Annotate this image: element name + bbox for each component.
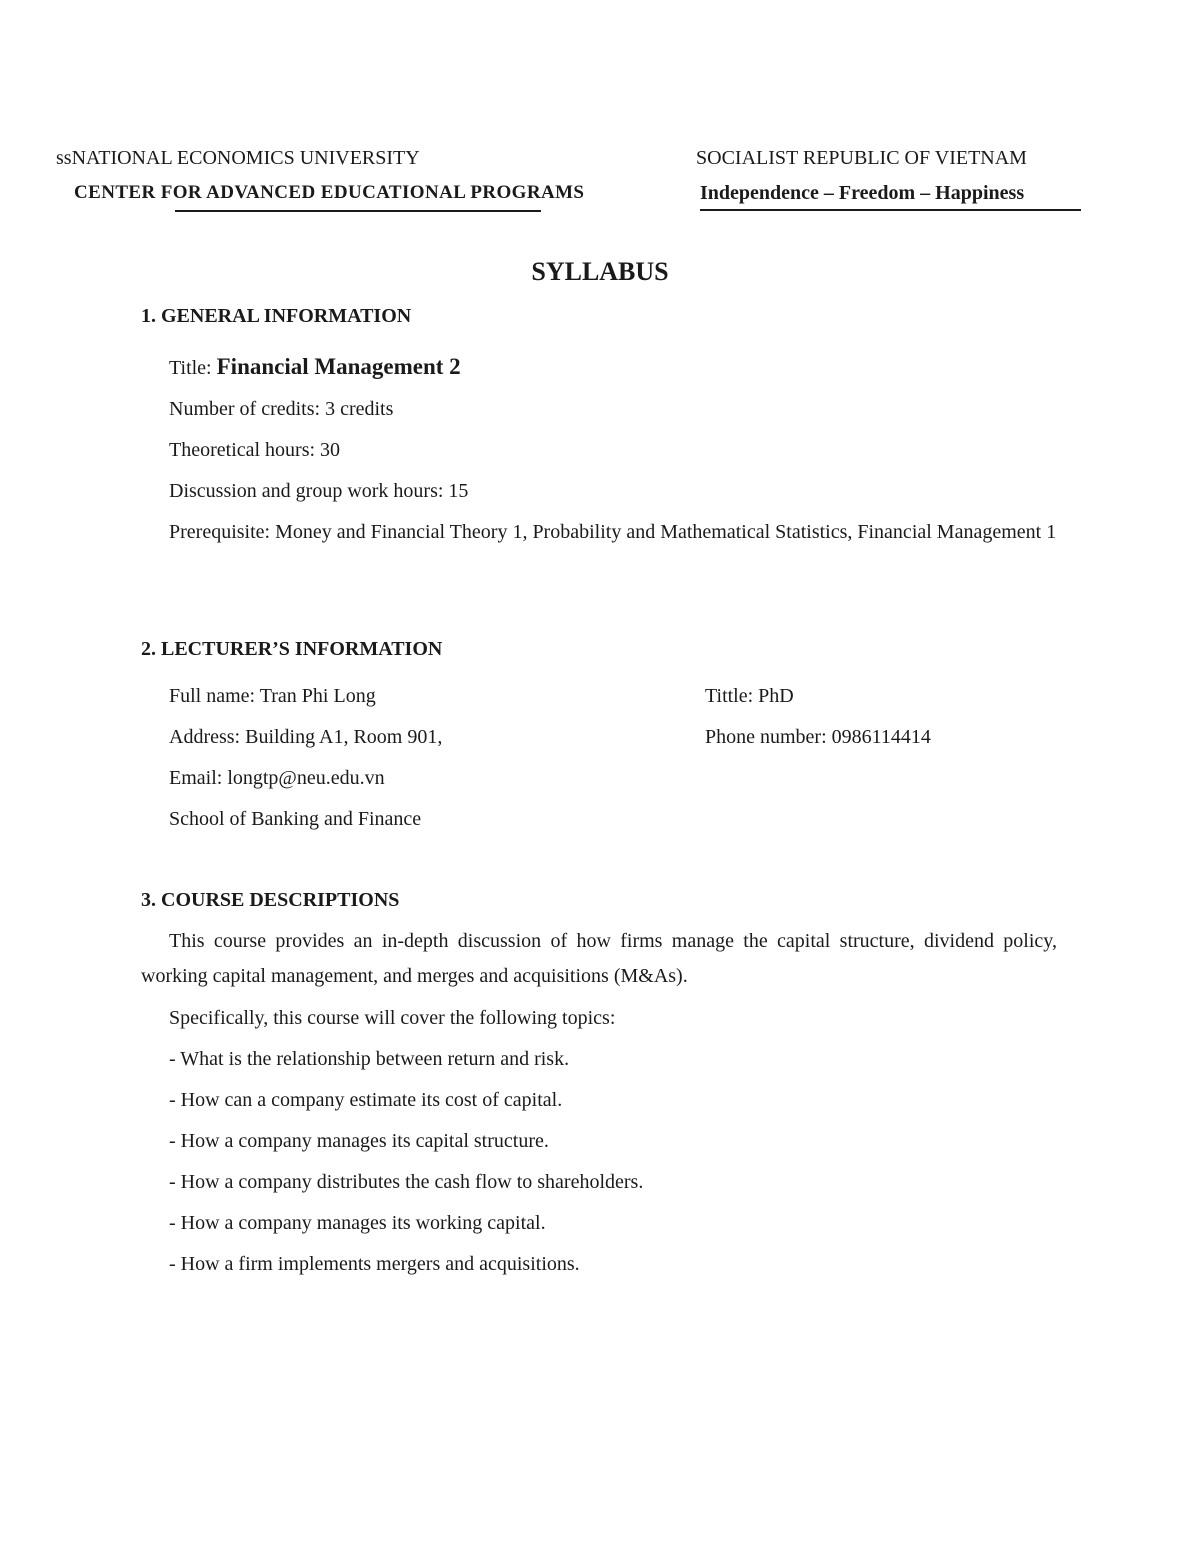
- topic-item: - How a firm implements mergers and acquisitions.: [169, 1253, 580, 1275]
- country-name: SOCIALIST REPUBLIC OF VIETNAM: [696, 147, 1027, 169]
- national-motto: Independence – Freedom – Happiness: [700, 182, 1025, 204]
- center-name: CENTER FOR ADVANCED EDUCATIONAL PROGRAMS: [74, 182, 585, 203]
- right-header-underline: [700, 209, 1081, 211]
- university-name: ssNATIONAL ECONOMICS UNIVERSITY: [56, 147, 420, 169]
- lecturer-full-name: Full name: Tran Phi Long: [169, 685, 376, 707]
- topics-intro: Specifically, this course will cover the following topics:: [169, 1007, 616, 1029]
- section-heading-lecturer-information: 2. LECTURER’S INFORMATION: [141, 638, 443, 660]
- discussion-hours-line: Discussion and group work hours: 15: [169, 480, 469, 502]
- course-title-line: [169, 354, 461, 380]
- topic-item: - How a company distributes the cash flow to shareholders.: [169, 1171, 644, 1193]
- left-header-underline: [175, 210, 541, 212]
- topic-item: - What is the relationship between return and risk.: [169, 1048, 570, 1070]
- document-title: SYLLABUS: [531, 257, 669, 286]
- course-title-value: Financial Management 2: [216, 354, 461, 379]
- topic-item: - How a company manages its working capital.: [169, 1212, 546, 1234]
- course-intro-paragraph: This course provides an in-depth discussion of how firms manage the capital structure, dividend policy, working capital management, and merges and acquisitions (M&As).: [141, 930, 1057, 987]
- section-heading-course-descriptions: 3. COURSE DESCRIPTIONS: [141, 889, 400, 911]
- topic-item: - How a company manages its capital structure.: [169, 1130, 549, 1152]
- prerequisite-paragraph: Prerequisite: Money and Financial Theory 1, Probability and Mathematical Statistics, Financial Management 1: [169, 521, 1057, 543]
- section-heading-general-information: 1. GENERAL INFORMATION: [141, 305, 412, 327]
- lecturer-address: Address: Building A1, Room 901,: [169, 726, 443, 748]
- lecturer-phone: Phone number: 0986114414: [705, 726, 931, 748]
- lecturer-school: School of Banking and Finance: [169, 808, 422, 830]
- credits-line: Number of credits: 3 credits: [169, 398, 394, 420]
- theoretical-hours-line: Theoretical hours: 30: [169, 439, 341, 461]
- lecturer-title: Tittle: PhD: [705, 685, 794, 707]
- topic-item: - How can a company estimate its cost of capital.: [169, 1089, 563, 1111]
- course-title-label: Title:: [169, 357, 217, 379]
- lecturer-email: Email: longtp@neu.edu.vn: [169, 767, 385, 789]
